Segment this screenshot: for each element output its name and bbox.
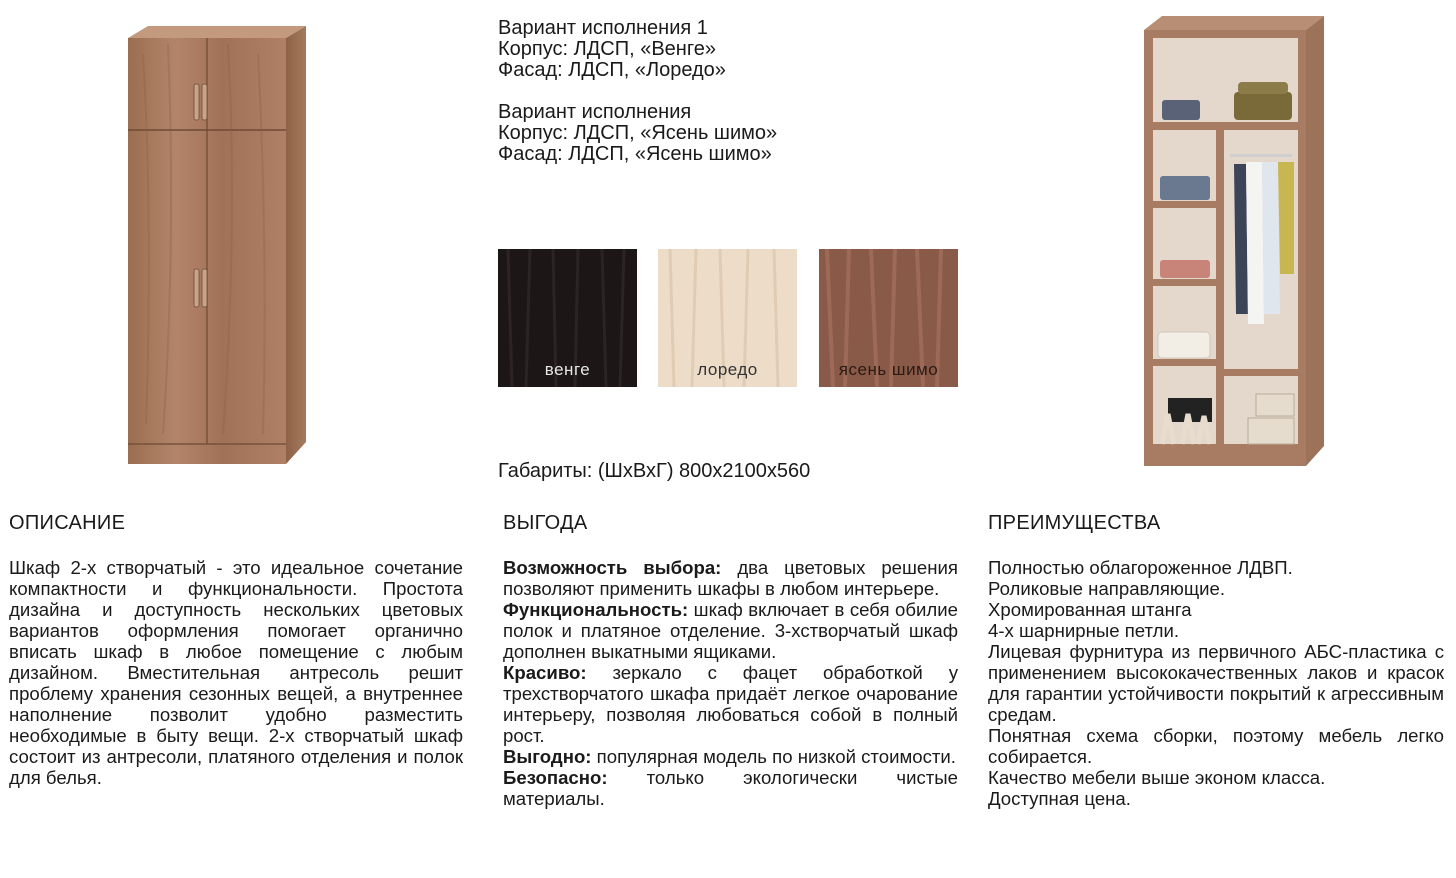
benefit-text: популярная модель по низкой стоимости.	[591, 746, 956, 767]
benefit-term: Выгодно:	[503, 746, 592, 767]
benefit-term: Красиво:	[503, 662, 587, 683]
benefit-text: шкаф включает в себя обилие полок и платяное отделение. 3-хстворчатый шкаф дополнен выкатными ящиками.	[503, 599, 958, 662]
swatch-venge	[498, 249, 637, 387]
advantage-item: Хромированная штанга	[988, 599, 1192, 620]
benefit-item	[503, 746, 958, 767]
variant-1-title: Вариант исполнения 1	[498, 17, 708, 39]
benefit-text: зеркало с фацет обработкой у трехстворчатого шкафа придаёт легкое очарование интерьеру, позволяя любоваться собой в полный рост.	[503, 662, 958, 746]
variant-1-facade: Фасад: ЛДСП, «Лоредо»	[498, 59, 726, 81]
benefit-heading: ВЫГОДА	[503, 512, 588, 534]
variant-spec	[498, 18, 777, 165]
advantage-item: Полностью облагороженное ЛДВП.	[988, 557, 1293, 578]
description-text: Шкаф 2-х створчатый - это идеальное сочетание компактности и функциональности. Простота дизайна и доступность нескольких цветовых вариантов оформления помогает органично вписать шкаф в любое помещение с любым дизайном. Вместительная антресоль решит проблему хранения сезонных вещей, а внутреннее наполнение позволит удобно разместить необходимые в быту вещи. 2-х створчатый шкаф состоит из антресоли, платяного отделения и полок для белья.	[9, 557, 463, 788]
benefit-item	[503, 599, 958, 662]
advantage-item: Понятная схема сборки, поэтому мебель легко собирается.	[988, 725, 1444, 767]
swatch-label-yasen-shimo: ясень шимо	[838, 360, 939, 379]
variant-1-body: Корпус: ЛДСП, «Венге»	[498, 38, 716, 60]
swatch-yasen-shimo	[819, 249, 958, 387]
benefit-text: два цветовых решения позволяют применить шкафы в любом интерьере.	[503, 557, 958, 599]
swatch-loredo	[658, 249, 797, 387]
benefit-item	[503, 557, 958, 599]
advantage-item: Роликовые направляющие.	[988, 578, 1226, 599]
dimensions: Габариты: (ШхВхГ) 800x2100x560	[498, 460, 811, 482]
variant-2-title: Вариант исполнения	[498, 101, 692, 123]
advantage-item: 4-х шарнирные петли.	[988, 620, 1180, 641]
advantage-item: Лицевая фурнитура из первичного АБС-пластика с применением высококачественных лаков и красок для гарантии устойчивости покрытий к агрессивным средам.	[988, 641, 1444, 725]
benefit-term: Безопасно:	[503, 767, 608, 788]
advantage-item: Качество мебели выше эконом класса.	[988, 767, 1326, 788]
wardrobe-open-image	[1138, 14, 1338, 470]
benefit-item	[503, 662, 958, 746]
swatch-label-loredo: лоредо	[697, 360, 758, 379]
benefit-term: Функциональность:	[503, 599, 689, 620]
advantages-list	[988, 557, 1444, 809]
variant-2-body: Корпус: ЛДСП, «Ясень шимо»	[498, 122, 778, 144]
wardrobe-closed-image	[118, 24, 318, 466]
variant-2-facade: Фасад: ЛДСП, «Ясень шимо»	[498, 143, 772, 165]
benefit-item	[503, 767, 958, 809]
benefit-term: Возможность выбора:	[503, 557, 722, 578]
description-heading: ОПИСАНИЕ	[9, 512, 126, 534]
benefit-text: только экологически чистые материалы.	[503, 767, 958, 809]
benefit-list	[503, 557, 958, 809]
advantages-heading: ПРЕИМУЩЕСТВА	[988, 512, 1161, 534]
swatch-label-venge: венге	[544, 360, 591, 379]
advantage-item: Доступная цена.	[988, 788, 1131, 809]
